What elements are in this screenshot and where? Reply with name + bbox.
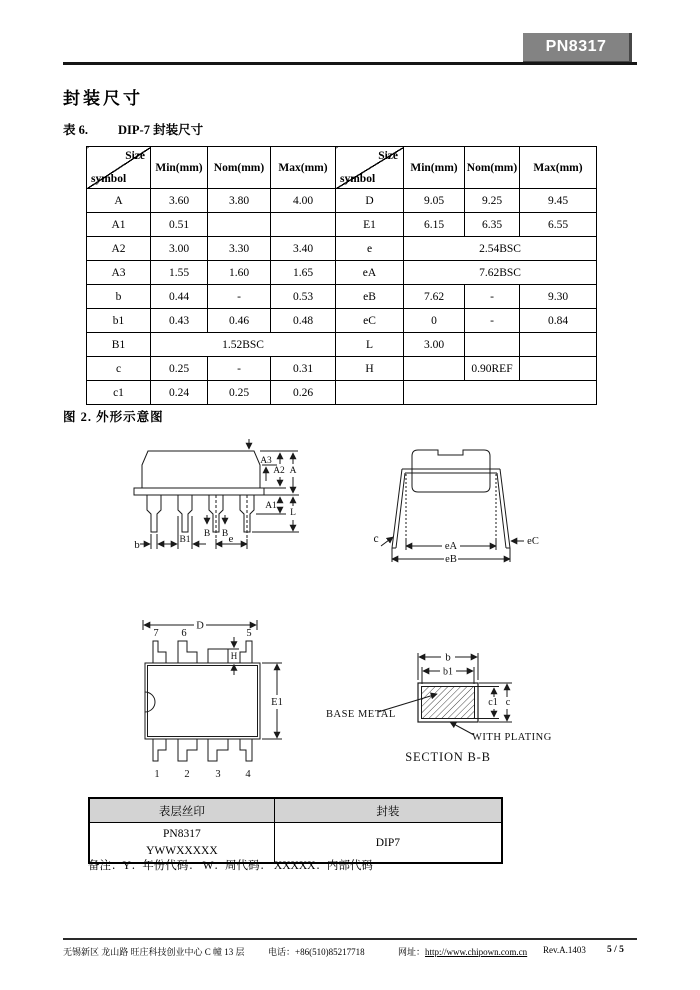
corner-symbol-label: symbol	[91, 173, 127, 185]
dim-label-b1: b1	[443, 666, 453, 678]
table-row	[87, 309, 597, 333]
header-rule	[63, 62, 637, 65]
dim-cell: E1	[336, 213, 404, 237]
dim-cell: A	[87, 189, 151, 213]
col-header-max: Max(mm)	[271, 147, 336, 189]
dim-cell: 3.80	[208, 189, 271, 213]
col-header-nom: Nom(mm)	[208, 147, 271, 189]
dim-label-H: H	[230, 651, 238, 661]
dim-label-eA: eA	[444, 541, 458, 552]
dim-cell: 6.35	[465, 213, 520, 237]
dim-label-eB: eB	[445, 554, 457, 565]
marking-table	[88, 797, 503, 864]
dim-cell: 7.62	[404, 285, 465, 309]
table-row	[87, 213, 597, 237]
dim-cell	[271, 213, 336, 237]
pin-number: 4	[245, 769, 251, 780]
dim-cell: 0.31	[271, 357, 336, 381]
pin-number: 2	[184, 769, 190, 780]
dim-cell: c	[87, 357, 151, 381]
corner-size-label: Size	[125, 150, 145, 162]
dim-cell: eA	[336, 261, 404, 285]
corner-cell	[336, 147, 404, 189]
dim-cell: 0.51	[151, 213, 208, 237]
col-header-min: Min(mm)	[151, 147, 208, 189]
figure-caption: 图 2. 外形示意图	[63, 410, 164, 424]
col-header-max: Max(mm)	[520, 147, 597, 189]
dim-cell: L	[336, 333, 404, 357]
website-link[interactable]: http://www.chipown.com.cn	[425, 947, 528, 957]
dim-cell: 1.60	[208, 261, 271, 285]
dim-cell: -	[208, 285, 271, 309]
dim-label-A3: A3	[260, 456, 272, 466]
dim-cell: 0.90REF	[465, 357, 520, 381]
centerline	[406, 474, 496, 538]
corner-symbol-label: symbol	[340, 173, 376, 185]
dim-label-eC: eC	[527, 536, 539, 547]
pin-3	[208, 739, 228, 761]
dim-cell: 0	[404, 309, 465, 333]
marking-note: 备注：Y：年份代码： W：周代码： XXXXX：内部代码	[88, 860, 373, 872]
with-plating-label: WITH PLATING	[472, 732, 552, 743]
pin-6	[178, 641, 197, 663]
dim-cell: 0.26	[271, 381, 336, 405]
top-view-diagram	[110, 616, 320, 794]
dim-cell: b	[87, 285, 151, 309]
pin-number: 3	[215, 769, 221, 780]
base-metal-hatch	[422, 687, 475, 719]
dim-cell-span	[404, 381, 597, 405]
section-label-B: B	[221, 529, 229, 539]
dim-cell	[520, 333, 597, 357]
table-row	[87, 381, 597, 405]
marking-line1: PN8317	[163, 827, 201, 840]
package-body-outer	[145, 663, 260, 739]
dim-cell: H	[336, 357, 404, 381]
pin-pad	[208, 649, 228, 663]
pin-5	[240, 641, 252, 663]
leader-with-plating	[450, 722, 474, 735]
pin-4	[240, 739, 252, 761]
dim-label-c1: c1	[488, 697, 498, 708]
footer-page-number: 5 / 5	[607, 945, 624, 955]
dim-label-b: b	[445, 651, 451, 664]
base-metal-label: BASE METAL	[326, 709, 396, 720]
dim-cell: 0.44	[151, 285, 208, 309]
footer-revision: Rev.A.1403	[543, 945, 586, 955]
dim-label-c: c	[505, 697, 511, 708]
website-label: 网址：	[398, 947, 426, 957]
corner-size-label: Size	[378, 150, 398, 162]
lead	[178, 495, 192, 532]
pin-number: 7	[153, 628, 159, 639]
dim-label-L: L	[290, 508, 296, 518]
marking-header-row	[89, 798, 502, 823]
dim-label-A: A	[289, 466, 297, 476]
dim-cell: 3.30	[208, 237, 271, 261]
dim-cell	[520, 357, 597, 381]
pin-number: 1	[154, 769, 160, 780]
dim-cell-span: 1.52BSC	[151, 333, 336, 357]
dim-cell: 6.15	[404, 213, 465, 237]
dim-cell: 0.25	[151, 357, 208, 381]
footer-phone: 电话：+86(510)85217718	[268, 947, 365, 957]
table-label: 表 6.	[63, 123, 89, 137]
dim-cell: 9.45	[520, 189, 597, 213]
table-row	[87, 285, 597, 309]
col-header-nom: Nom(mm)	[465, 147, 520, 189]
dim-label-e: e	[228, 533, 234, 545]
dim-cell: 0.48	[271, 309, 336, 333]
dim-cell: 0.25	[208, 381, 271, 405]
table-title: DIP-7 封装尺寸	[118, 123, 204, 137]
dim-label-B1: B1	[179, 535, 191, 545]
pin-7	[153, 641, 166, 663]
dim-cell: c1	[87, 381, 151, 405]
dim-cell-span: 2.54BSC	[404, 237, 597, 261]
dim-cell: 0.46	[208, 309, 271, 333]
dim-cell-span: 7.62BSC	[404, 261, 597, 285]
pin-1	[153, 739, 166, 761]
dim-cell	[465, 333, 520, 357]
table-row	[87, 357, 597, 381]
pin1-notch	[145, 692, 155, 712]
dimension-table	[86, 146, 597, 405]
package-body-inner	[148, 666, 258, 737]
product-name: PN8317	[545, 38, 607, 55]
dim-cell: 3.60	[151, 189, 208, 213]
dim-cell	[336, 381, 404, 405]
dim-cell: 9.30	[520, 285, 597, 309]
table-header-row	[87, 147, 597, 189]
dim-label-A2: A2	[273, 466, 285, 476]
footer-website	[398, 945, 527, 958]
dim-cell: 1.65	[271, 261, 336, 285]
dim-label-b: b	[134, 539, 140, 551]
lead	[147, 495, 161, 532]
dim-cell: 0.84	[520, 309, 597, 333]
side-view-diagram	[96, 436, 352, 576]
table-row	[87, 261, 597, 285]
dim-label-E1: E1	[271, 697, 283, 708]
dim-label-A1: A1	[265, 501, 277, 511]
package-body	[142, 451, 260, 488]
dim-cell: 6.55	[520, 213, 597, 237]
dim-cell: A3	[87, 261, 151, 285]
package-col-header: 封装	[274, 798, 502, 823]
table-row	[87, 237, 597, 261]
dim-cell: 0.24	[151, 381, 208, 405]
dim-cell	[208, 213, 271, 237]
marking-line2: YWWXXXXX	[146, 844, 218, 857]
dim-cell: -	[465, 285, 520, 309]
dim-cell: B1	[87, 333, 151, 357]
dim-cell: e	[336, 237, 404, 261]
dim-cell: 3.40	[271, 237, 336, 261]
dim-cell: 0.53	[271, 285, 336, 309]
dim-cell: eC	[336, 309, 404, 333]
dim-cell: D	[336, 189, 404, 213]
dim-cell: eB	[336, 285, 404, 309]
dim-arrow-c	[381, 537, 393, 546]
dim-cell: 9.05	[404, 189, 465, 213]
pin-2	[178, 739, 197, 761]
package-value: DIP7	[274, 823, 502, 864]
dim-cell: 9.25	[465, 189, 520, 213]
col-header-min: Min(mm)	[404, 147, 465, 189]
section-caption: SECTION B-B	[405, 750, 491, 764]
table-row	[87, 333, 597, 357]
dim-cell: -	[465, 309, 520, 333]
dim-cell: -	[208, 357, 271, 381]
dim-cell: 4.00	[271, 189, 336, 213]
lead-leg	[497, 469, 510, 548]
dim-label-c: c	[373, 533, 379, 545]
dim-cell: 3.00	[404, 333, 465, 357]
section-label-B: B	[203, 529, 211, 539]
dim-cell: b1	[87, 309, 151, 333]
package-body	[412, 450, 490, 492]
pin-number: 5	[246, 628, 252, 639]
seating-plane	[134, 488, 264, 495]
marking-col-header: 表层丝印	[89, 798, 274, 823]
section-bb-diagram	[318, 638, 578, 776]
product-name-badge	[523, 33, 632, 64]
pin-number: 6	[181, 628, 187, 639]
dim-cell: 1.55	[151, 261, 208, 285]
end-view-diagram	[356, 438, 571, 573]
lead-leg	[392, 469, 405, 548]
dim-cell: A1	[87, 213, 151, 237]
corner-cell	[87, 147, 151, 189]
footer-address: 无锡新区 龙山路 旺庄科技创业中心 C 幢 13 层	[63, 947, 245, 957]
dim-cell: A2	[87, 237, 151, 261]
table-caption	[63, 120, 203, 138]
dim-cell: 3.00	[151, 237, 208, 261]
page-title: 封装尺寸	[63, 89, 143, 108]
dim-cell: 0.43	[151, 309, 208, 333]
table-row	[87, 189, 597, 213]
footer-rule	[63, 938, 637, 940]
dim-label-D: D	[196, 620, 204, 632]
dim-cell	[404, 357, 465, 381]
